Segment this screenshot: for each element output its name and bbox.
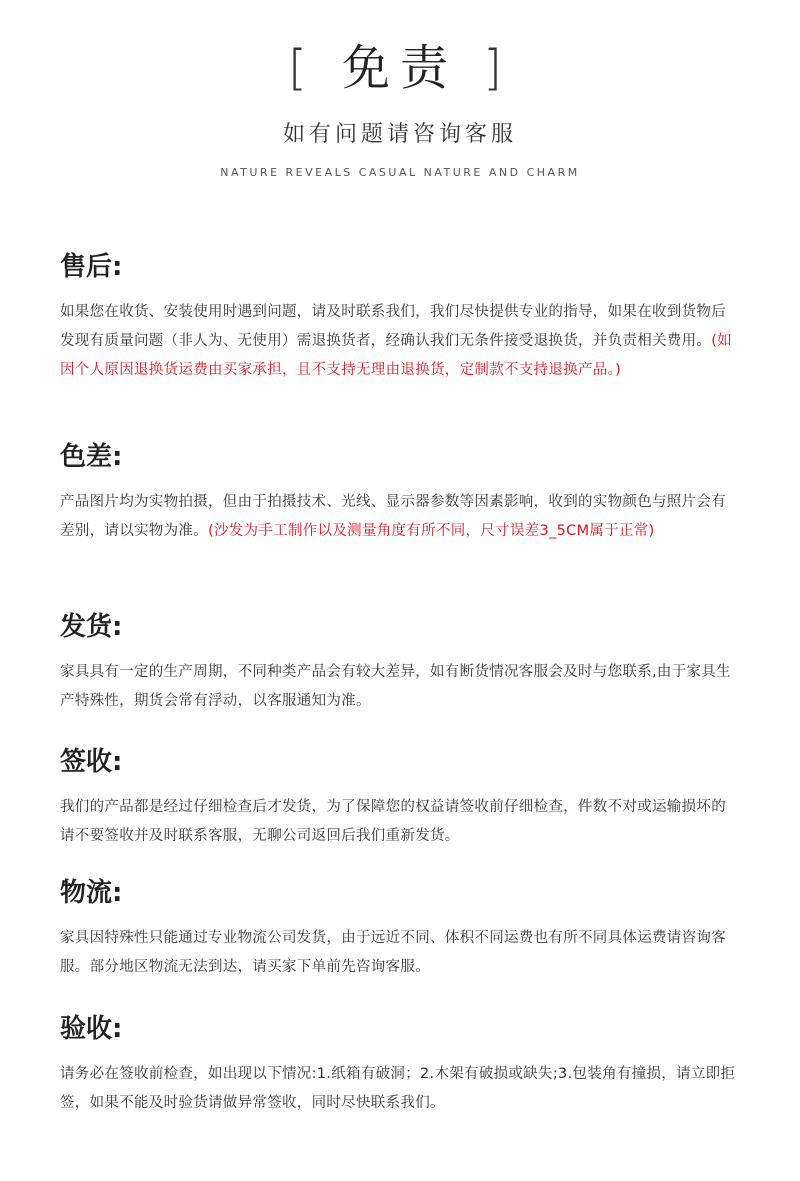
section-text: 如果您在收货、安装使用时遇到问题，请及时联系我们，我们尽快提供专业的指导，如果在收到货物后发现有质量问题（非人为、无使用）需退换货者，经确认我们无条件接受退换货，并负责相关费用。 (60, 304, 726, 349)
section-body: 家具具有一定的生产周期，不同种类产品会有较大差异，如有断货情况客服会及时与您联系,由于家具生产特殊性，期货会常有浮动，以客服通知为准。 (60, 664, 731, 709)
section-after-sales (60, 250, 740, 385)
section-logistics (60, 876, 740, 982)
section-title: 签收: (60, 747, 123, 777)
section-note: (如因个人原因退换货运费由买家承担，且不支持无理由退换货，定制款不支持退换产品。) (60, 333, 732, 378)
section-shipping (60, 610, 740, 716)
section-title: 发货: (60, 612, 123, 642)
page-title (0, 38, 800, 98)
title-text: 免责 (341, 40, 458, 96)
section-title: 验收: (60, 1014, 123, 1044)
section-body (60, 298, 740, 385)
section-title: 色差: (60, 442, 123, 472)
section-inspection (60, 1012, 740, 1118)
section-title: 售后: (60, 252, 123, 282)
section-note: (沙发为手工制作以及测量角度有所不同，尺寸误差3_5CM属于正常) (208, 523, 655, 539)
section-sign-for (60, 745, 740, 851)
section-body: 家具因特殊性只能通过专业物流公司发货，由于远近不同、体积不同运费也有所不同具体运费请咨询客服。部分地区物流无法到达，请买家下单前先咨询客服。 (60, 930, 726, 975)
subtitle: 如有问题请咨询客服 (282, 122, 517, 147)
section-body: 我们的产品都是经过仔细检查后才发货，为了保障您的权益请签收前仔细检查，件数不对或运输损坏的请不要签收并及时联系客服，无聊公司返回后我们重新发货。 (60, 799, 726, 844)
section-title: 物流: (60, 878, 123, 908)
section-body (60, 488, 740, 546)
section-body: 请务必在签收前检查，如出现以下情况:1.纸箱有破洞；2.木架有破损或缺失;3.包装角有撞损，请立即拒签，如果不能及时验货请做异常签收，同时尽快联系我们。 (60, 1066, 736, 1111)
bracket-right: ] (483, 40, 512, 96)
section-color-difference (60, 440, 740, 546)
bracket-left: [ (287, 40, 317, 96)
tagline: NATURE REVEALS CASUAL NATURE AND CHARM (220, 166, 580, 179)
section-text: 产品图片均为实物拍摄，但由于拍摄技术、光线、显示器参数等因素影响，收到的实物颜色与照片会有差别，请以实物为准。 (60, 494, 726, 539)
